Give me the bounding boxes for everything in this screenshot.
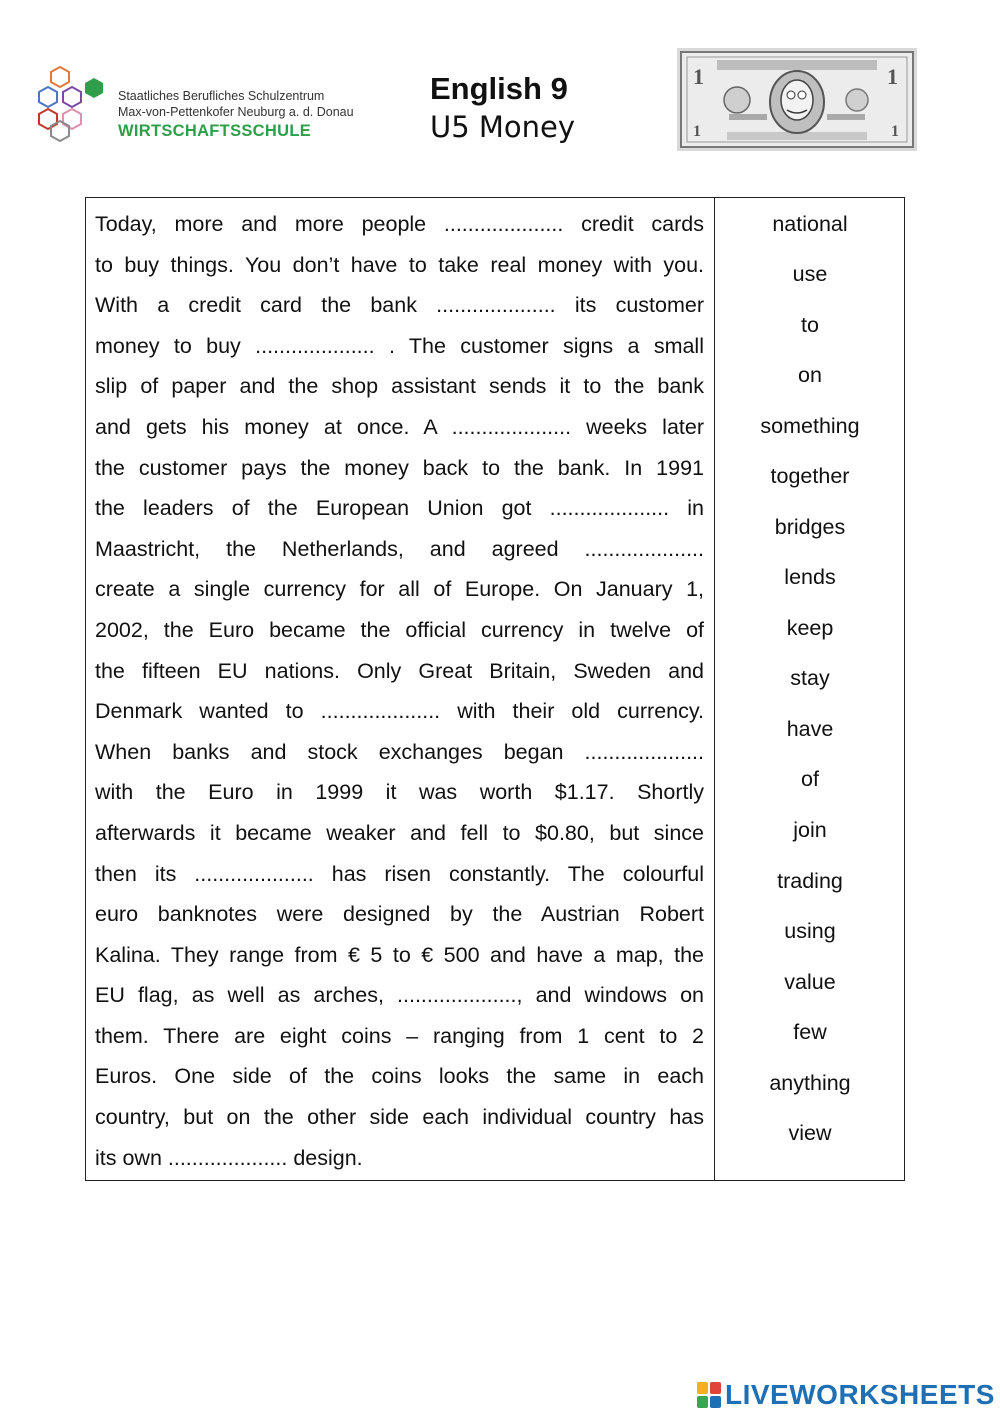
word-bank-item: of [801,767,819,791]
passage-line: Maastricht, the Netherlands, and agreed .................... [95,536,704,561]
dollar-bill-icon [677,48,917,151]
svg-text:1: 1 [693,123,701,140]
passage-line: slip of paper and the shop assistant sends it to the bank [95,374,704,399]
passage-line: country, but on the other side each individual country has [95,1105,704,1130]
passage-line: the leaders of the European Union got .................... in [95,496,704,521]
svg-text:1: 1 [891,123,899,140]
svg-text:1: 1 [887,64,898,89]
word-bank-item: lends [784,565,836,589]
svg-text:1: 1 [693,64,704,89]
word-bank-item: keep [786,616,834,640]
passage-line: its own .................... design. [95,1145,363,1170]
course-heading [430,70,590,146]
school-line-1: Staatliches Berufliches Schulzentrum [118,89,325,103]
passage-line: the fifteen EU nations. Only Great Britain, Sweden and [95,658,704,683]
worksheet-table [85,197,905,1181]
passage-line: then its .................... has risen constantly. The colourful [95,861,704,886]
passage-line: Euros. One side of the coins looks the same in each [95,1064,704,1089]
cloze-passage [95,204,704,1178]
school-name: WIRTSCHAFTSSCHULE [118,122,312,140]
passage-line: 2002, the Euro became the official currency in twelve of [95,617,704,642]
passage-line: Denmark wanted to .................... with their old currency. [95,699,704,724]
passage-line: Today, more and more people .................... credit cards [95,212,704,236]
word-bank-item: on [798,363,822,387]
word-bank-item: national [772,212,848,236]
word-bank-item: using [784,919,836,943]
passage-line: EU flag, as well as arches, ...................., and windows on [95,983,704,1008]
passage-line: With a credit card the bank .................... its customer [95,293,704,318]
passage-line: When banks and stock exchanges began .................... [95,739,704,764]
word-bank-item: view [788,1121,832,1145]
passage-line: the customer pays the money back to the bank. In 1991 [95,455,704,480]
school-logo [36,64,381,144]
passage-line: money to buy .................... . The customer signs a small [95,333,704,358]
word-bank-item: join [793,818,827,842]
passage-line: create a single currency for all of Europe. On January 1, [95,577,704,602]
passage-line: and gets his money at once. A .................... weeks later [95,414,704,439]
course-title: English 9 [430,71,568,106]
word-bank-item: value [784,970,836,994]
word-bank-item: stay [790,666,830,690]
word-bank-item: few [793,1020,827,1044]
hexagon-logo-icon [36,64,108,144]
course-subtitle: U5 Money [430,110,576,144]
word-bank-item: trading [777,869,843,893]
passage-line: to buy things. You don’t have to take real money with you. [95,252,704,277]
brand-name: LIVEWORKSHEETS [725,1379,995,1410]
word-bank-item: together [770,464,850,488]
word-bank-item: something [760,414,860,438]
liveworksheets-logo-icon [697,1382,721,1408]
word-bank-item: have [786,717,834,741]
passage-line: with the Euro in 1999 it was worth $1.17. Shortly [95,780,704,805]
passage-line: Kalina. They range from € 5 to € 500 and have a map, the [95,942,704,967]
passage-line: afterwards it became weaker and fell to $0.80, but since [95,820,704,845]
word-bank-item: anything [769,1071,851,1095]
word-bank-item: bridges [774,515,846,539]
passage-line: euro banknotes were designed by the Austrian Robert [95,902,704,927]
word-bank-item: use [792,262,828,286]
passage-line: them. There are eight coins – ranging from 1 cent to 2 [95,1023,704,1048]
word-bank-item: to [801,313,819,337]
school-line-2: Max-von-Pettenkofer Neuburg a. d. Donau [118,105,354,119]
